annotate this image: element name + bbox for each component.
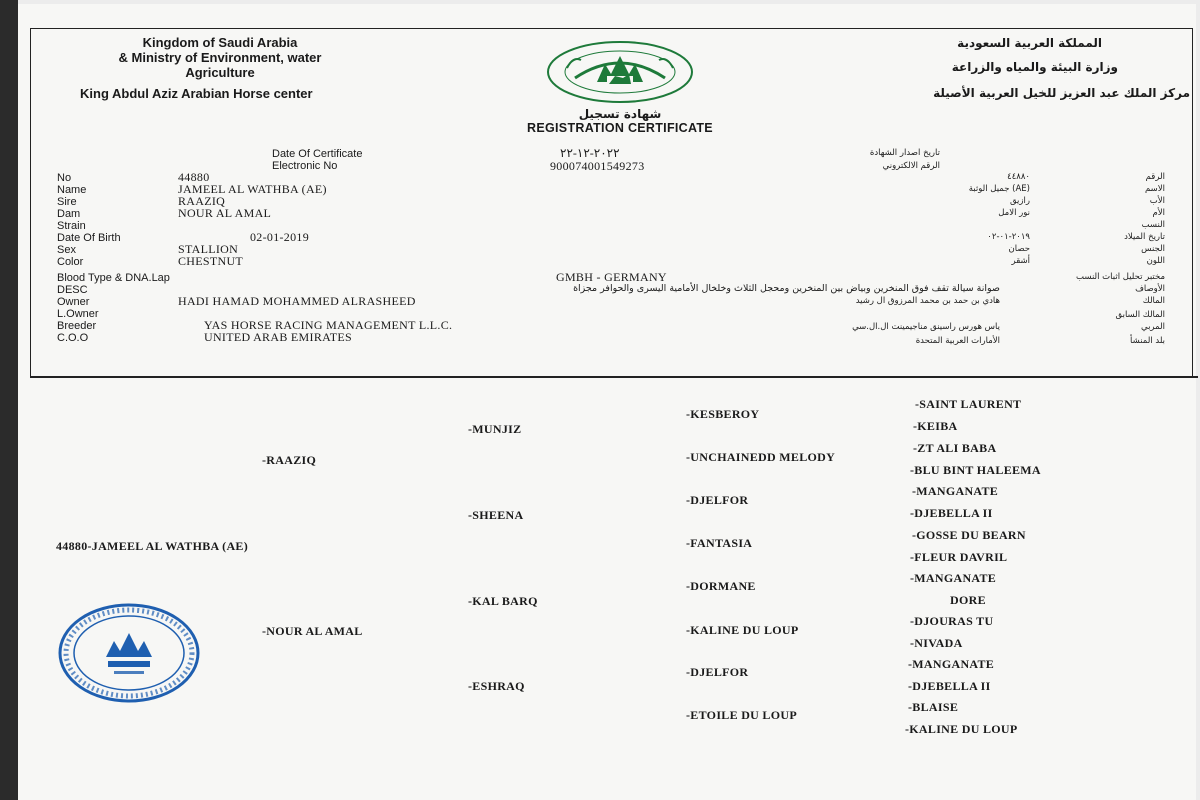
pedigree-gen4-item: -GOSSE DU BEARN <box>912 528 1026 542</box>
field-value-ar-sex: حصان <box>1008 244 1030 254</box>
field-label-dam: Dam <box>57 208 81 220</box>
field-value-ar-desc: صوانة سيالة تقف فوق المنخرين وبياض بين المنخرين ومحجل الثلاث وخلخال الأمامية اليسرى والحوافر مجزاة <box>573 283 1000 294</box>
title-en: REGISTRATION CERTIFICATE <box>527 121 713 135</box>
top-border <box>30 28 1193 29</box>
pedigree-gen4-item: -ZT ALI BABA <box>913 441 997 455</box>
pedigree-gen2-item: -MUNJIZ <box>468 422 522 436</box>
pedigree-gen4-item: -NIVADA <box>910 636 963 650</box>
header-kingdom-ar: المملكة العربية السعودية <box>957 36 1102 50</box>
pedigree-gen3-item: -FANTASIA <box>686 536 753 550</box>
header-agriculture: Agriculture <box>185 65 255 80</box>
pedigree-gen4-item: DORE <box>950 593 986 607</box>
field-value-ar-coo: الأمارات العربية المتحدة <box>915 336 1000 346</box>
field-label-no: No <box>57 172 72 184</box>
date-label: Date Of Certificate <box>272 148 363 160</box>
header-ministry-ar: وزارة البيئة والمياه والزراعة <box>951 60 1118 74</box>
field-label-strain: Strain <box>57 220 86 232</box>
pedigree-gen2-item: -SHEENA <box>468 508 524 522</box>
header-center-name: King Abdul Aziz Arabian Horse center <box>80 86 313 101</box>
header-ministry: & Ministry of Environment, water <box>118 50 322 65</box>
pedigree-gen4-item: -BLAISE <box>908 700 959 714</box>
pedigree-gen4-item: -DJOURAS TU <box>910 614 994 628</box>
center-logo <box>545 38 695 104</box>
field-label-ar-strain: النسب <box>1141 220 1165 230</box>
field-value-dam: NOUR AL AMAL <box>178 206 272 220</box>
pedigree-gen3-item: -DJELFOR <box>686 493 749 507</box>
field-label-ar-desc: الأوصاف <box>1135 284 1165 294</box>
pedigree-gen4-item: -KEIBA <box>913 419 958 433</box>
header-kingdom: Kingdom of Saudi Arabia <box>142 35 298 50</box>
date-value: ٢٠٢٢-١٢-٢٢ <box>560 146 620 160</box>
field-label-dob: Date Of Birth <box>57 232 121 244</box>
field-value-dna: GMBH - GERMANY <box>556 270 667 284</box>
pedigree-gen1-dam: -NOUR AL AMAL <box>262 624 363 638</box>
field-label-ar-name: الاسم <box>1145 184 1165 194</box>
field-value-ar-dob: ٢٠١٩-٠١-٠٢ <box>987 232 1030 242</box>
left-edge-shadow <box>0 0 18 800</box>
pedigree-gen4-item: -BLU BINT HALEEMA <box>910 463 1041 477</box>
pedigree-gen4-item: -MANGANATE <box>912 484 999 498</box>
field-value-ar-no: ٤٤٨٨٠ <box>1007 172 1030 182</box>
section-divider <box>30 376 1198 378</box>
field-value-ar-breeder: ياس هورس راسينق مناجيمينت ال.ال.سي <box>852 322 1000 332</box>
field-label-ar-color: اللون <box>1146 256 1165 266</box>
pedigree-gen3-item: -UNCHAINEDD MELODY <box>686 450 836 464</box>
registry-stamp <box>58 603 200 703</box>
field-value-ar-dam: نور الامل <box>998 208 1030 218</box>
field-value-name: JAMEEL AL WATHBA (AE) <box>178 182 327 196</box>
field-label-dna: Blood Type & DNA.Lap <box>57 272 170 284</box>
field-label-ar-no: الرقم <box>1145 172 1165 182</box>
pedigree-gen4-item: -SAINT LAURENT <box>915 397 1022 411</box>
pedigree-subject: 44880-JAMEEL AL WATHBA (AE) <box>56 539 249 553</box>
field-value-sex: STALLION <box>178 242 239 256</box>
field-value-coo: UNITED ARAB EMIRATES <box>204 330 353 344</box>
field-value-dob: 02-01-2019 <box>250 230 309 244</box>
pedigree-gen4-item: -DJEBELLA II <box>908 679 991 693</box>
field-label-lowner: L.Owner <box>57 308 99 320</box>
field-label-ar-coo: بلد المنشأ <box>1130 336 1165 346</box>
field-value-sire: RAAZIQ <box>178 194 226 208</box>
pedigree-gen3-item: -DJELFOR <box>686 665 749 679</box>
field-label-sex: Sex <box>57 244 76 256</box>
pedigree-gen1-sire: -RAAZIQ <box>262 453 317 467</box>
field-value-color: CHESTNUT <box>178 254 244 268</box>
field-label-owner: Owner <box>57 296 90 308</box>
field-value-no: 44880 <box>178 170 210 184</box>
left-border <box>30 28 31 376</box>
pedigree-gen4-item: -KALINE DU LOUP <box>905 722 1018 736</box>
electronic-label-ar: الرقم الالكتروني <box>882 161 940 171</box>
pedigree-gen4-item: -FLEUR DAVRIL <box>910 550 1008 564</box>
field-value-ar-color: أشقر <box>1011 256 1030 266</box>
field-label-ar-breeder: المربي <box>1140 322 1165 332</box>
field-label-desc: DESC <box>57 284 88 296</box>
field-label-ar-dam: الأم <box>1152 208 1165 218</box>
field-label-ar-dob: تاريخ الميلاد <box>1124 232 1165 242</box>
pedigree-gen3-item: -KESBEROY <box>686 407 760 421</box>
pedigree-gen4-item: -MANGANATE <box>910 571 997 585</box>
right-border <box>1192 28 1193 376</box>
electronic-label: Electronic No <box>272 160 338 172</box>
pedigree-gen3-item: -KALINE DU LOUP <box>686 623 799 637</box>
pedigree-gen4-item: -DJEBELLA II <box>910 506 993 520</box>
pedigree-gen2-item: -KAL BARQ <box>468 594 538 608</box>
header-center-ar: مركز الملك عبد العزيز للخيل العربية الأصيلة <box>933 86 1190 100</box>
title-ar: شهادة تسجيل <box>578 107 662 121</box>
field-label-coo: C.O.O <box>57 332 89 344</box>
field-label-ar-owner: المالك <box>1142 296 1165 306</box>
pedigree-gen4-item: -MANGANATE <box>908 657 995 671</box>
field-label-ar-sire: الأب <box>1149 196 1165 206</box>
field-value-ar-owner: هادي بن حمد بن محمد المرزوق ال رشيد <box>855 296 1000 306</box>
field-value-ar-sire: رازيق <box>1009 196 1030 206</box>
field-value-breeder: YAS HORSE RACING MANAGEMENT L.L.C. <box>204 318 453 332</box>
field-label-color: Color <box>57 256 84 268</box>
field-label-ar-dna: مختبر تحليل اثبات النسب <box>1076 272 1165 282</box>
header-left-block <box>70 35 370 80</box>
field-value-ar-name: (AE) جميل الوثبة <box>968 184 1030 194</box>
field-label-ar-lowner: المالك السابق <box>1115 310 1165 320</box>
field-value-owner: HADI HAMAD MOHAMMED ALRASHEED <box>178 294 416 308</box>
field-label-sire: Sire <box>57 196 77 208</box>
electronic-value: 900074001549273 <box>550 159 645 173</box>
field-label-ar-sex: الجنس <box>1141 244 1165 254</box>
pedigree-gen3-item: -DORMANE <box>686 579 756 593</box>
field-label-breeder: Breeder <box>57 320 97 332</box>
pedigree-gen3-item: -ETOILE DU LOUP <box>686 708 797 722</box>
field-label-name: Name <box>57 184 87 196</box>
pedigree-gen2-item: -ESHRAQ <box>468 679 525 693</box>
date-label-ar: تاريخ اصدار الشهادة <box>869 148 940 158</box>
